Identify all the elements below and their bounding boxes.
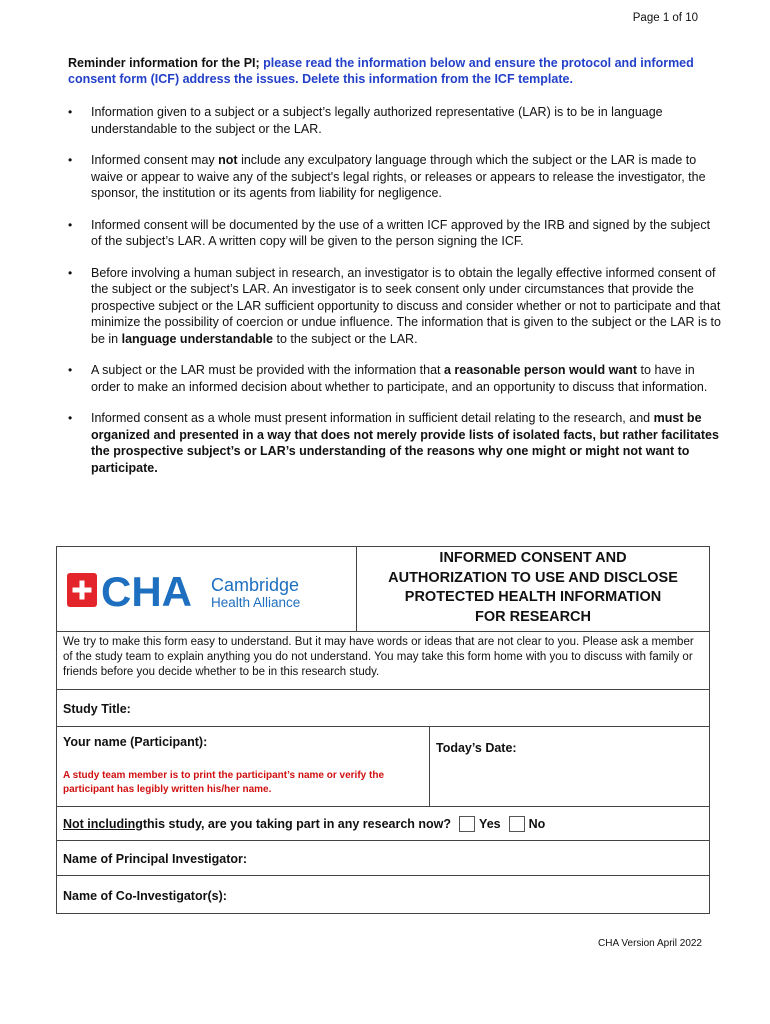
coi-label: Name of Co-Investigator(s): bbox=[63, 889, 227, 903]
no-checkbox[interactable] bbox=[509, 816, 525, 832]
page-number: Page 1 of 10 bbox=[632, 12, 698, 24]
principal-investigator-field[interactable] bbox=[57, 840, 709, 875]
form-title-line: AUTHORIZATION TO USE AND DISCLOSE bbox=[388, 569, 678, 586]
bullet-icon: • bbox=[68, 363, 73, 377]
participant-note: A study team member is to print the participant’s name or verify the participant has legibly written his/her name. bbox=[63, 770, 385, 795]
pi-label: Name of Principal Investigator: bbox=[63, 852, 248, 866]
bullet-text: Informed consent will be documented by the use of a written ICF approved by the IRB and signed by the subject of the subject’s LAR. A written copy will be given to the person signing the ICF. bbox=[91, 217, 711, 248]
bullet-text: include any exculpatory language through which the subject or the LAR is made to waive or appear to waive any of the subject's legal rights, or releases or appears to release the investigator, the sponsor, the institution or its agents from liability for negligence. bbox=[91, 153, 706, 200]
bullet-text: a reasonable person would want bbox=[443, 363, 638, 377]
list-item bbox=[68, 265, 723, 348]
list-item bbox=[68, 104, 723, 137]
bullet-text: to have in order to make an informed decision about whether to participate, and an opportunity to discuss that information. bbox=[91, 363, 708, 394]
bullet-icon: • bbox=[68, 153, 73, 167]
yes-checkbox[interactable] bbox=[459, 816, 475, 832]
list-item bbox=[68, 152, 723, 202]
yes-label: Yes bbox=[479, 816, 501, 831]
bullet-text: must be organized and presented in a way that does not merely provide lists of isolated facts, but rather facilitates the prospective subject’s or LAR’s understanding of the reasons why one might or might not want to participate. bbox=[91, 411, 719, 475]
reminder-instructions: please read the information below and ensure the protocol and informed consent form (ICF) address the issues. Delete this information from the ICF template. bbox=[68, 56, 694, 86]
bullet-icon: • bbox=[68, 411, 73, 425]
participant-date-row bbox=[57, 726, 709, 806]
study-title-field[interactable] bbox=[57, 689, 709, 726]
reminder-lead: Reminder information for the PI; bbox=[68, 56, 264, 70]
list-item bbox=[68, 217, 723, 250]
bullet-text: Informed consent as a whole must present information in sufficient detail relating to the research, and bbox=[91, 411, 654, 425]
consent-form-header bbox=[56, 546, 710, 914]
bullet-text: Information given to a subject or a subject’s legally authorized representative (LAR) is to be in language understandable to the subject or the LAR. bbox=[91, 105, 663, 136]
study-title-label: Study Title: bbox=[63, 702, 131, 716]
form-header-row bbox=[57, 547, 709, 631]
research-question-text: this study, are you taking part in any research now? bbox=[142, 816, 452, 831]
form-title-line: INFORMED CONSENT AND bbox=[439, 550, 627, 566]
co-investigator-field[interactable] bbox=[57, 875, 709, 913]
bullet-text: A subject or the LAR must be provided with the information that bbox=[91, 363, 444, 377]
cha-logo-graphic bbox=[65, 567, 315, 611]
no-label: No bbox=[528, 816, 546, 831]
list-item bbox=[68, 410, 723, 476]
bullet-icon: • bbox=[68, 265, 73, 280]
logo-line1: Cambridge bbox=[211, 575, 300, 595]
other-research-question bbox=[57, 806, 709, 840]
bullet-text: not bbox=[218, 153, 238, 167]
pi-reminder bbox=[68, 55, 718, 87]
form-intro: We try to make this form easy to understand. But it may have words or ideas that are not clear to you. Please ask a member of the study team to explain anything you do not understand. You may take this form home with you to discuss with family or friends before you decide whether to be in this research study. bbox=[57, 631, 709, 689]
version-footer: CHA Version April 2022 bbox=[598, 938, 702, 949]
research-question-underlined: Not including bbox=[63, 816, 143, 831]
requirements-list bbox=[68, 104, 723, 491]
form-title bbox=[357, 547, 709, 631]
form-title-line: FOR RESEARCH bbox=[474, 608, 591, 625]
date-label: Today’s Date: bbox=[436, 741, 517, 755]
bullet-icon: • bbox=[68, 217, 73, 232]
logo-mark: CHA bbox=[101, 568, 192, 611]
cha-logo bbox=[57, 547, 357, 631]
list-item bbox=[68, 362, 723, 395]
form-title-line: PROTECTED HEALTH INFORMATION bbox=[404, 589, 662, 605]
bullet-text: to the subject or the LAR. bbox=[273, 331, 418, 346]
participant-name-field[interactable] bbox=[57, 727, 430, 806]
bullet-text: Before involving a human subject in research, an investigator is to obtain the legally effective informed consent of the subject or the subject’s LAR. An investigator is to seek consent only under circumstances that provide the prospective subject or the LAR sufficient opportunity to discuss and consider whether or not to participate and that minimize the possibility of coercion or undue influence. The information that is given to the subject or the LAR is to be in bbox=[91, 265, 721, 346]
bullet-text: Informed consent may bbox=[91, 153, 219, 167]
bullet-icon: • bbox=[68, 105, 73, 119]
bullet-text: language understandable bbox=[121, 331, 274, 346]
logo-line2: Health Alliance bbox=[211, 595, 301, 610]
participant-label: Your name (Participant): bbox=[63, 735, 208, 749]
todays-date-field[interactable] bbox=[430, 727, 709, 806]
